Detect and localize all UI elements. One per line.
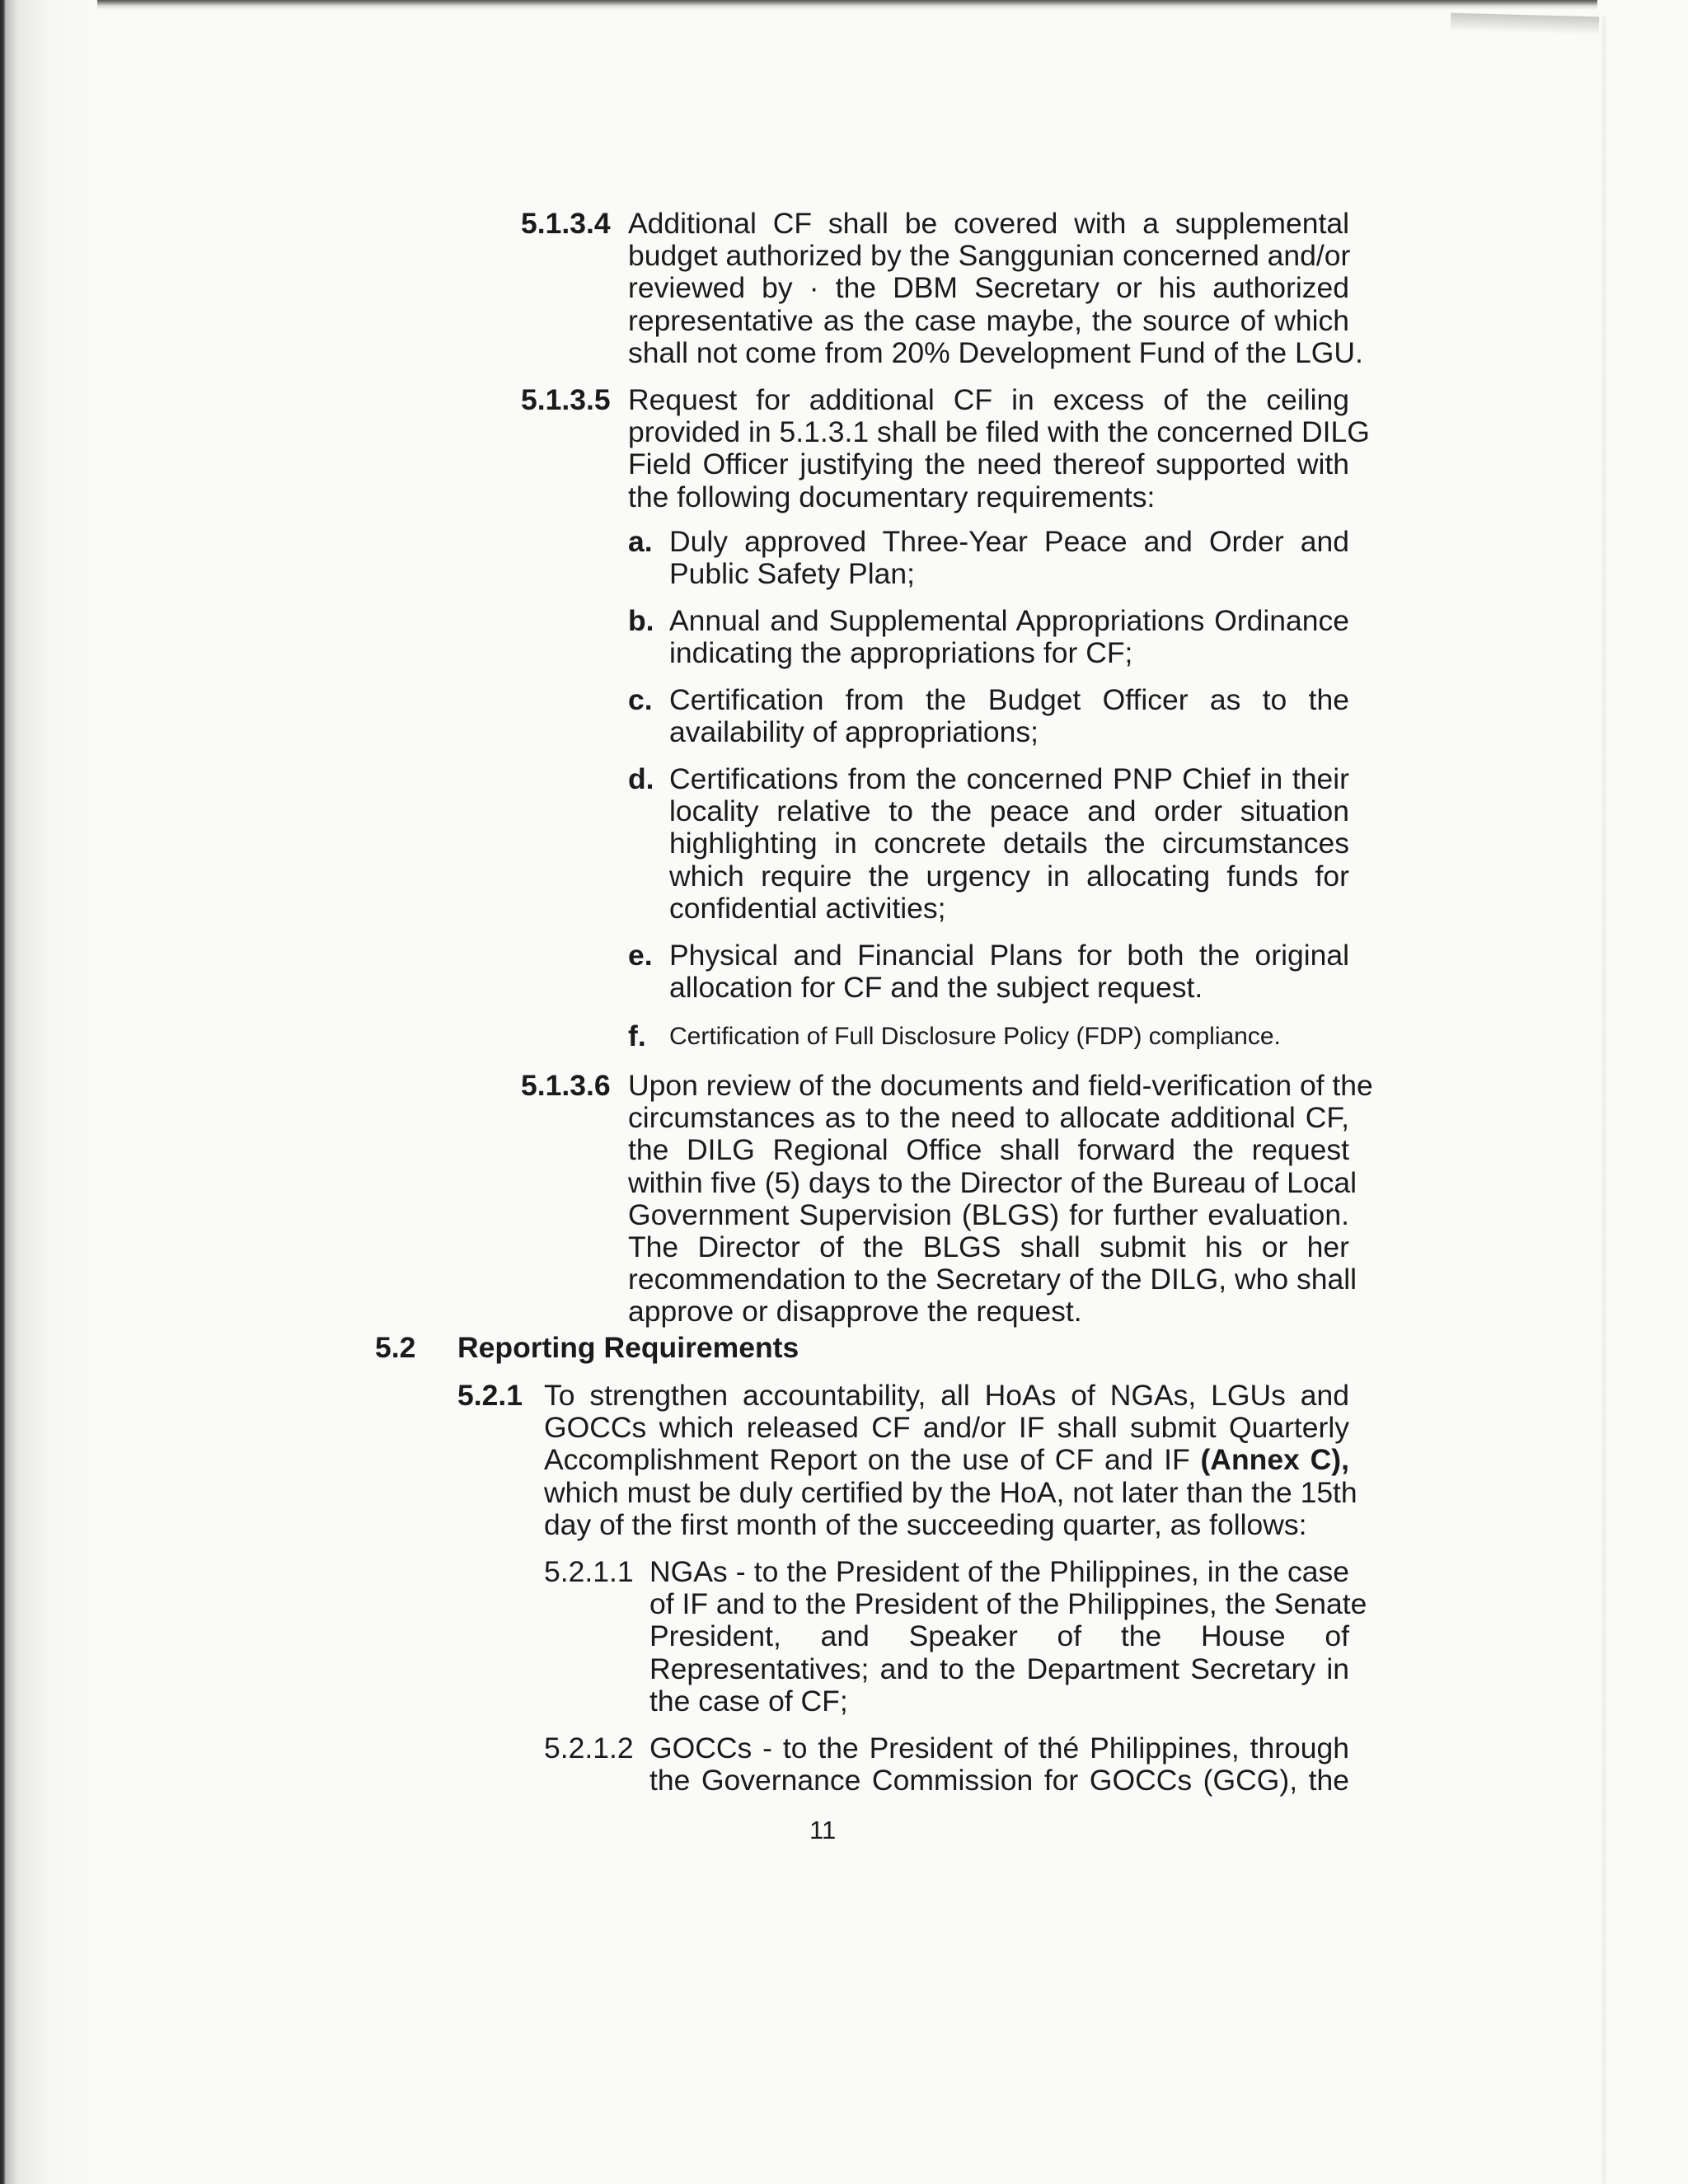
section-number-5211: 5.2.1.1 <box>544 1555 634 1588</box>
text-line: Field Officer justifying the need thereof supported with <box>628 448 1349 481</box>
text-line: shall not come from 20% Development Fund of the LGU. <box>628 335 1363 369</box>
text-line: Additional CF shall be covered with a supplemental <box>628 207 1349 240</box>
text-line: the DILG Regional Office shall forward the request <box>628 1133 1349 1167</box>
section-5211-text <box>649 1555 1367 1718</box>
section-number-5134: 5.1.3.4 <box>521 207 611 240</box>
text-line: which require the urgency in allocating funds for <box>669 859 1349 893</box>
item-c-text <box>669 684 1349 748</box>
text-line: representative as the case maybe, the source of which <box>628 303 1349 337</box>
section-number-521: 5.2.1 <box>457 1379 523 1412</box>
text-line: which must be duly certified by the HoA, not later than the 15th <box>544 1475 1357 1509</box>
text-line: GOCCs - to the President of thé Philippines, through <box>649 1732 1349 1765</box>
text-line <box>544 1444 1349 1476</box>
section-521-text <box>544 1379 1357 1541</box>
item-letter-b: b. <box>628 604 654 637</box>
text-line: Representatives; and to the Department Secretary in <box>649 1652 1349 1685</box>
item-letter-a: a. <box>628 525 653 558</box>
item-a-text <box>669 526 1349 590</box>
text-line: President, and Speaker of the House of <box>649 1619 1349 1653</box>
text-line: confidential activities; <box>669 891 946 925</box>
section-number-5212: 5.2.1.2 <box>544 1732 634 1765</box>
text-line: Certification from the Budget Officer as to the <box>669 683 1349 716</box>
text-line: Certifications from the concerned PNP Chief in their <box>669 762 1349 795</box>
section-number-5136: 5.1.3.6 <box>521 1069 611 1102</box>
text-line: indicating the appropriations for CF; <box>669 636 1133 670</box>
section-5134-text <box>628 207 1363 369</box>
item-d-text <box>669 763 1349 925</box>
text-line: reviewed by · the DBM Secretary or his authorized <box>628 271 1349 305</box>
annex-reference: (Annex C), <box>1200 1443 1349 1477</box>
item-e-text <box>669 940 1349 1004</box>
text-line: the case of CF; <box>649 1684 848 1718</box>
text-line: locality relative to the peace and order situation <box>669 794 1349 828</box>
text-line: Government Supervision (BLGS) for further evaluation. <box>628 1197 1349 1231</box>
text-line: GOCCs which released CF and/or IF shall submit Quarterly <box>544 1411 1349 1445</box>
text-line: Certification of Full Disclosure Policy (FDP) compliance. <box>669 1023 1281 1050</box>
text-line: recommendation to the Secretary of the DILG, who shall <box>628 1263 1357 1296</box>
text-line: Public Safety Plan; <box>669 557 915 591</box>
text-line: NGAs - to the President of the Philippines, in the case <box>649 1555 1349 1588</box>
text-line: Physical and Financial Plans for both the original <box>669 939 1349 972</box>
section-5135-text <box>628 383 1370 513</box>
scan-left-edge <box>0 0 101 2184</box>
text-segment: Accomplishment Report on the use of CF and IF <box>544 1443 1190 1477</box>
text-line: To strengthen accountability, all HoAs of NGAs, LGUs and <box>544 1379 1349 1412</box>
section-5136-text <box>628 1069 1373 1329</box>
page-number: 11 <box>809 1816 837 1844</box>
item-b-text <box>669 605 1349 669</box>
text-line: availability of appropriations; <box>669 715 1039 749</box>
text-line: highlighting in concrete details the circumstances <box>669 827 1349 860</box>
scan-top-right-mark <box>1451 13 1600 35</box>
scan-top-edge <box>97 0 1597 10</box>
item-letter-e: e. <box>628 939 653 972</box>
text-line: of IF and to the President of the Philippines, the Senate <box>649 1587 1367 1621</box>
text-line: circumstances as to the need to allocate additional CF, <box>628 1101 1349 1135</box>
text-line: allocation for CF and the subject request. <box>669 971 1203 1005</box>
item-letter-c: c. <box>628 683 653 716</box>
text-line: the Governance Commission for GOCCs (GCG), the <box>649 1764 1349 1797</box>
section-heading: Reporting Requirements <box>457 1331 799 1364</box>
section-5212-text <box>649 1732 1349 1797</box>
section-number-52: 5.2 <box>375 1331 416 1364</box>
text-line: Request for additional CF in excess of the ceiling <box>628 383 1349 416</box>
item-letter-f: f. <box>628 1019 646 1052</box>
item-letter-d: d. <box>628 762 654 795</box>
scan-right-edge <box>1601 16 1607 2184</box>
text-line: within five (5) days to the Director of the Bureau of Local <box>628 1165 1357 1199</box>
section-number-5135: 5.1.3.5 <box>521 383 611 416</box>
text-line: provided in 5.1.3.1 shall be filed with the concerned DILG <box>628 415 1370 449</box>
text-line: Annual and Supplemental Appropriations Ordinance <box>669 604 1349 637</box>
item-f-text <box>669 1020 1349 1052</box>
text-line: Duly approved Three-Year Peace and Order and <box>669 525 1349 558</box>
text-line: Upon review of the documents and field-verification of the <box>628 1069 1373 1102</box>
text-line: day of the first month of the succeeding quarter, as follows: <box>544 1507 1307 1541</box>
text-line: the following documentary requirements: <box>628 480 1156 513</box>
text-line: budget authorized by the Sanggunian concerned and/or <box>628 239 1351 273</box>
text-line: approve or disapprove the request. <box>628 1295 1082 1329</box>
text-line: The Director of the BLGS shall submit his or her <box>628 1230 1349 1264</box>
